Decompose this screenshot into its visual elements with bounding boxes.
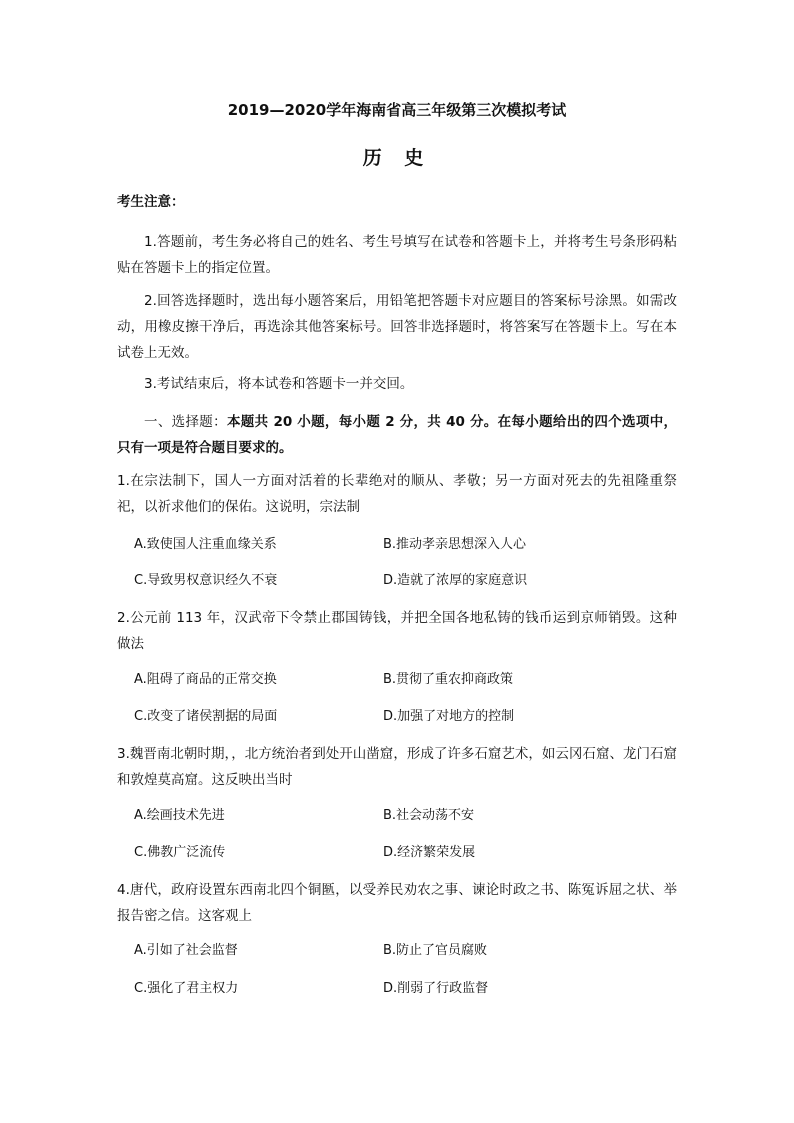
question-2-option-c: C.改变了诸侯割据的局面 xyxy=(134,709,278,724)
question-4-option-c: C.强化了君主权力 xyxy=(134,981,239,996)
question-4-option-a: A.引如了社会监督 xyxy=(134,943,238,958)
section-desc: 本题共 20 小题，每小题 2 分，共 40 分。在每小题给出的 xyxy=(226,414,595,430)
section-instructions xyxy=(117,409,677,461)
question-4-stem: 4.唐代，政府设置东西南北四个铜匦，以受养民劝农之事、谏论时政之书、陈冤诉屈之状、举报告密之信。这客观上 xyxy=(117,882,677,924)
notice-item-2: 2.回答选择题时，选出每小题答案后，用铅笔把答题卡对应题目的答案标号涂黑。如需改动，用橡皮擦干净后，再选涂其他答案标号。回答非选择题时，将答案写在答题卡上。写在本试卷上无效。 xyxy=(117,293,677,361)
question-3-option-d: D.经济繁荣发展 xyxy=(383,845,476,860)
question-3-option-c: C.佛教广泛流传 xyxy=(134,845,226,860)
section-label: 一、选择题： xyxy=(144,414,227,430)
question-2-option-b: B.贯彻了重农抑商政策 xyxy=(383,672,514,687)
question-4-option-b: B.防止了官员腐败 xyxy=(383,943,488,958)
exam-title: 2019—2020学年海南省高三年级第三次模拟考试 xyxy=(227,101,567,119)
notice-item-1: 1.答题前，考生务必将自己的姓名、考生号填写在试卷和答题卡上，并将考生号条形码粘贴在答题卡上的指定位置。 xyxy=(117,234,677,276)
question-2-option-d: D.加强了对地方的控制 xyxy=(383,709,515,724)
question-3-stem: 3.魏晋南北朝时期，，北方统治者到处开山凿窟，形成了许多石窟艺术，如云冈石窟、龙门石窟和敦煌莫高窟。这反映出当时 xyxy=(117,746,677,788)
subject-title: 历 史 xyxy=(362,147,432,169)
question-2-option-a: A.阻碍了商品的正常交换 xyxy=(134,672,277,687)
question-2-stem: 2.公元前 113 年，汉武帝下令禁止郡国铸钱，并把全国各地私铸的钱币运到京师销毁。这种做法 xyxy=(117,610,677,652)
notice-item-3: 3.考试结束后，将本试卷和答题卡一并交回。 xyxy=(144,376,414,392)
section-emphasis: 四个选项中 xyxy=(594,414,664,430)
question-1-option-a: A.致使国人注重血缘关系 xyxy=(134,537,277,552)
question-1-option-d: D.造就了浓厚的家庭意识 xyxy=(383,573,528,588)
question-4-option-d: D.削弱了行政监督 xyxy=(383,981,489,996)
notice-heading: 考生注意： xyxy=(117,194,185,210)
question-1-stem: 1.在宗法制下，国人一方面对活着的长辈绝对的顺从、孝敬；另一方面对死去的先祖隆重祭祀，以祈求他们的保佑。这说明，宗法制 xyxy=(117,473,677,515)
section-requirement: ，只有一项是符合题目要求的。 xyxy=(117,414,678,456)
question-3-option-b: B.社会动荡不安 xyxy=(383,808,475,823)
question-1-option-c: C.导致男权意识经久不衰 xyxy=(134,573,278,588)
question-3-option-a: A.绘画技术先进 xyxy=(134,808,225,823)
question-1-option-b: B.推动孝亲思想深入人心 xyxy=(383,537,527,552)
